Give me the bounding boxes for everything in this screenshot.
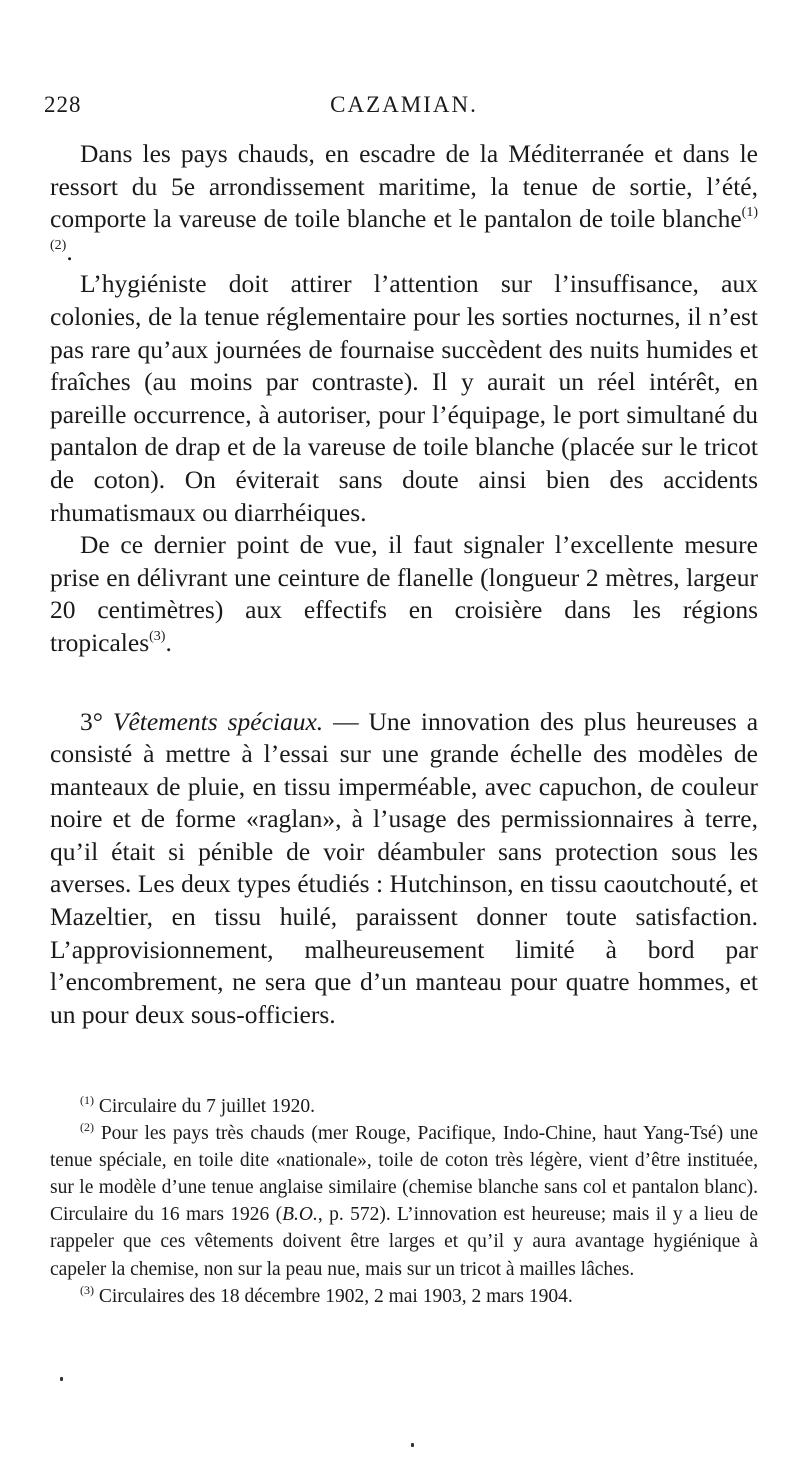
footnote-citation: B.O.	[282, 1204, 318, 1226]
section-number: 3°	[80, 706, 103, 736]
footnote-text: Pour les pays très chauds (mer Rouge, Pacifique, Indo-Chine, haut Yang-Tsé) une tenue spéciale, en toile dite «nationale», toile de coton très légère, vient d’être instituée, sur le modèle d’une tenue anglaise similaire (chemise blanche sans col et pantalon blanc). Circulaire du 16 mars 1926 (	[50, 1123, 759, 1226]
paragraph-end: .	[66, 236, 73, 266]
footnote-1	[50, 1093, 758, 1120]
paragraph-end: .	[165, 627, 172, 657]
footnote-mark: (3)	[80, 1282, 94, 1297]
paragraph-text: L’hygiéniste doit attirer l’attention sur l’insuffisance, aux colonies, de la tenue réglementaire pour les sorties nocturnes, il n’est pas rare qu’aux journées de fournaise succèdent des nuits humides et fraîches (au moins par contraste). Il y aurait un réel intérêt, en pareille occurrence, à autoriser, pour l’équipage, le port simultané du pantalon de drap et de la vareuse de toile blanche (placée sur le tricot de coton). On éviterait sans doute ainsi bien des accidents rhumatismaux ou diarrhéiques.	[50, 269, 758, 527]
section-heading: Vêtements spéciaux.	[112, 706, 324, 736]
book-page	[44, 0, 759, 1467]
running-title: CAZAMIAN.	[330, 92, 478, 117]
footnote-ref-3[interactable]: (3)	[149, 628, 166, 644]
footnote-mark: (2)	[80, 1120, 94, 1135]
paragraph-flannel-belt	[50, 529, 758, 659]
paragraph-summer-dress	[50, 138, 758, 268]
running-head	[44, 92, 758, 122]
paragraph-special-clothing	[50, 706, 758, 1032]
footnote-text: Circulaires des 18 décembre 1902, 2 mai 1903, 2 mars 1904.	[98, 1285, 573, 1307]
print-speck	[60, 1377, 63, 1381]
paragraph-text: Dans les pays chauds, en escadre de la Méditerranée et dans le ressort du 5e arrondissement maritime, la tenue de sortie, l’été, comporte la vareuse de toile blanche et le pantalon de toile blanche	[50, 139, 758, 234]
section-dash: —	[323, 706, 369, 736]
footnote-3	[50, 1283, 758, 1310]
footnote-mark: (1)	[80, 1093, 94, 1107]
footnote-2	[50, 1120, 758, 1283]
paragraph-text: Une innovation des plus heureuses a consisté à mettre à l’essai sur une grande échelle des modèles de manteaux de pluie, en tissu imperméable, avec capuchon, de couleur noire et de forme «raglan», à l’usage des permissionnaires à terre, qu’il était si pénible de voir déambuler sans protection sous les averses. Les deux types étudiés : Hutchinson, en tissu caoutchouté, et Mazeltier, en tissu huilé, paraissent donner toute satisfaction. L’approvisionnement, malheureusement limité à bord par l’encombrement, ne sera que d’un manteau pour quatre hommes, et un pour deux sous-officiers.	[50, 706, 759, 1029]
paragraph-hygiene	[50, 268, 758, 529]
footnote-text: Circulaire du 7 juillet 1920.	[98, 1096, 315, 1117]
footnote-text-cont: , p. 572). L’innovation est heureuse; mais il y a lieu de rappeler que ces vêtements doivent être larges et qu’il y aura avantage hygiénique à capeler la chemise, non sur la peau nue, mais sur un tricot à mailles lâches.	[50, 1204, 758, 1280]
body-text	[50, 138, 758, 1031]
paragraph-text: De ce dernier point de vue, il faut signaler l’excellente mesure prise en délivrant une ceinture de flanelle (longueur 2 mètres, largeur 20 centimètres) aux effectifs en croisière dans les régions tropicales	[50, 530, 758, 657]
footnote-ref-1[interactable]: (1)	[741, 205, 758, 221]
page-number: 228	[44, 92, 82, 117]
print-speck	[411, 1443, 414, 1447]
footnote-ref-2[interactable]: (2)	[50, 237, 67, 253]
footnotes	[50, 1093, 758, 1310]
